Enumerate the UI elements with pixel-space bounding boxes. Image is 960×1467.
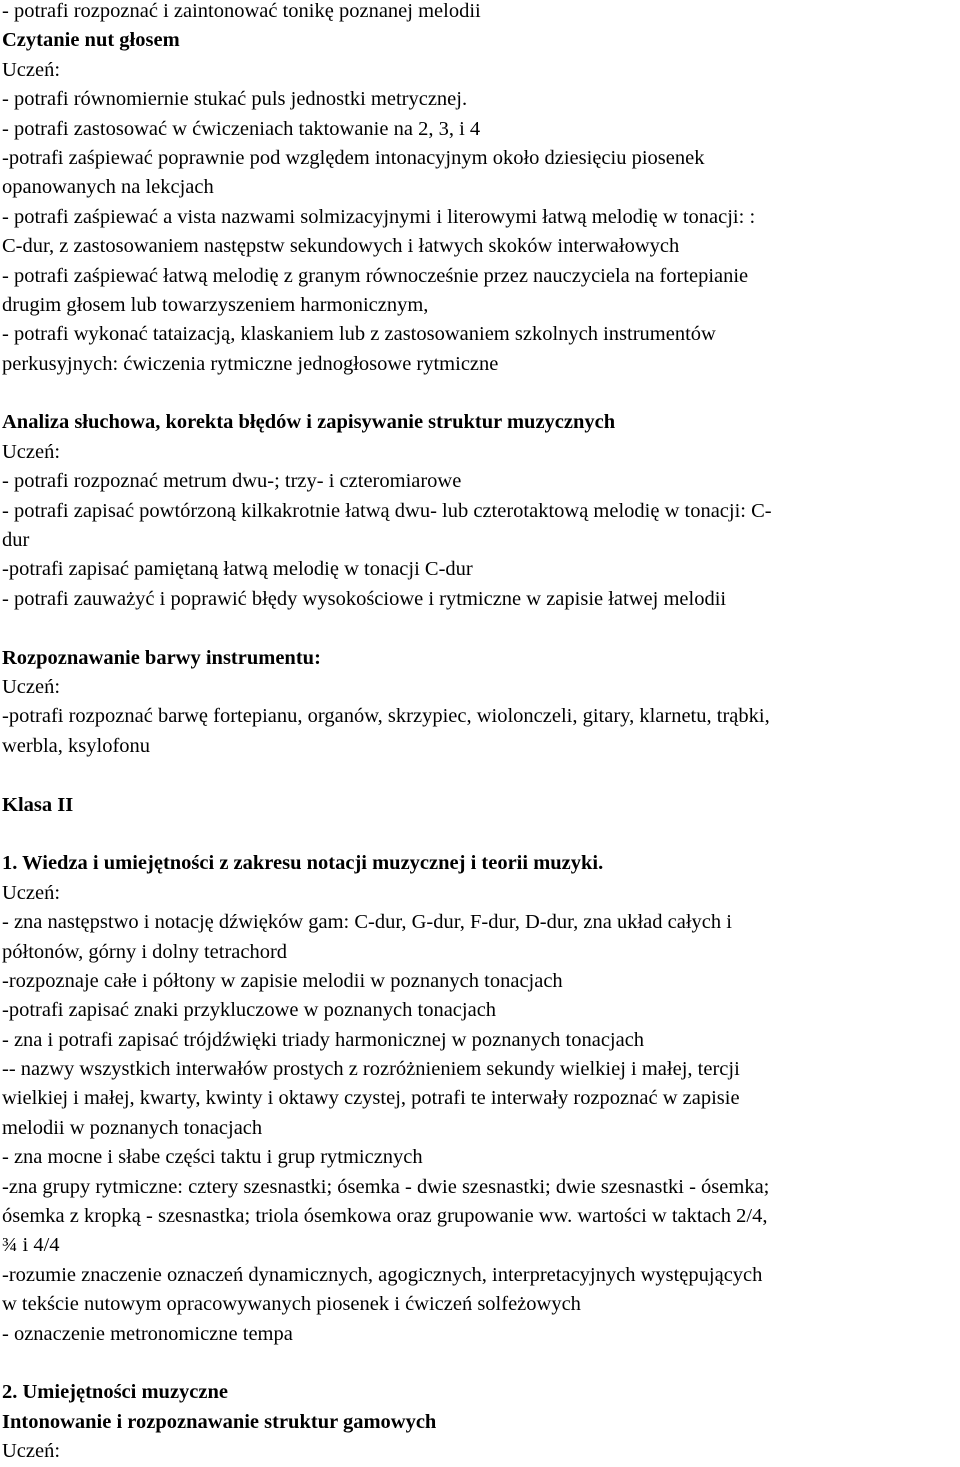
text-line: - potrafi zapisać powtórzoną kilkakrotnie łatwą dwu- lub czterotaktową melodię w tonacji: C- (2, 499, 772, 522)
text-line: półtonów, górny i dolny tetrachord (2, 940, 288, 963)
text-line: C-dur, z zastosowaniem następstw sekundowych i łatwych skoków interwałowych (2, 235, 680, 258)
text-line: -- nazwy wszystkich interwałów prostych z rozróżnieniem sekundy wielkiej i małej, tercji (2, 1058, 740, 1081)
text-line: - zna mocne i słabe części taktu i grup rytmicznych (2, 1146, 423, 1169)
text-line: -potrafi rozpoznać barwę fortepianu, organów, skrzypiec, wiolonczeli, gitary, klarnetu, trąbki, (2, 705, 770, 728)
text-line: melodii w poznanych tonacjach (2, 1116, 263, 1139)
text-line: Uczeń: (2, 440, 61, 463)
text-line: -potrafi zapisać pamiętaną łatwą melodię w tonacji C-dur (2, 558, 473, 581)
text-line: werbla, ksylofonu (2, 734, 151, 757)
text-line: - zna następstwo i notację dźwięków gam: C-dur, G-dur, F-dur, D-dur, zna układ całych i (2, 911, 732, 934)
text-line: w tekście nutowym opracowywanych piosenek i ćwiczeń solfeżowych (2, 1293, 581, 1316)
text-line: - oznaczenie metronomiczne tempa (2, 1322, 293, 1345)
text-line: Uczeń: (2, 881, 61, 904)
text-line: wielkiej i małej, kwarty, kwinty i oktawy czystej, potrafi te interwały rozpoznać w zapisie (2, 1087, 740, 1110)
text-line: - zna i potrafi zapisać trójdźwięki triady harmonicznej w poznanych tonacjach (2, 1028, 645, 1051)
text-line: Uczeń: (2, 1440, 61, 1463)
text-line: ¾ i 4/4 (2, 1234, 60, 1257)
section-heading: Czytanie nut głosem (2, 29, 180, 52)
text-line: perkusyjnych: ćwiczenia rytmiczne jednogłosowe rytmiczne (2, 352, 499, 375)
text-line: -potrafi zapisać znaki przykluczowe w poznanych tonacjach (2, 999, 497, 1022)
text-line: -potrafi zaśpiewać poprawnie pod względem intonacyjnym około dziesięciu piosenek (2, 146, 705, 169)
text-line: - potrafi rozpoznać metrum dwu-; trzy- i czteromiarowe (2, 470, 462, 493)
section-heading: 2. Umiejętności muzyczne (2, 1381, 229, 1404)
text-line: -rozumie znaczenie oznaczeń dynamicznych, agogicznych, interpretacyjnych występujących (2, 1263, 763, 1286)
blank-line (2, 820, 958, 849)
text-line: dur (2, 529, 30, 552)
section-heading: Rozpoznawanie barwy instrumentu: (2, 646, 321, 669)
text-line: - potrafi zaśpiewać łatwą melodię z granym równocześnie przez nauczyciela na fortepianie (2, 264, 749, 287)
section-heading: 1. Wiedza i umiejętności z zakresu notacji muzycznej i teorii muzyki. (2, 852, 604, 875)
section-heading: Intonowanie i rozpoznawanie struktur gamowych (2, 1410, 437, 1433)
section-heading: Analiza słuchowa, korekta błędów i zapisywanie struktur muzycznych (2, 411, 616, 434)
document-page (2, 0, 958, 1467)
text-line: ósemka z kropką - szesnastka; triola ósemkowa oraz grupowanie ww. wartości w taktach 2/4, (2, 1205, 768, 1228)
text-line: drugim głosem lub towarzyszeniem harmonicznym, (2, 293, 429, 316)
text-line: - potrafi zauważyć i poprawić błędy wysokościowe i rytmiczne w zapisie łatwej melodii (2, 587, 727, 610)
blank-line (2, 614, 958, 643)
blank-line (2, 379, 958, 408)
text-line: -rozpoznaje całe i półtony w zapisie melodii w poznanych tonacjach (2, 969, 563, 992)
text-line: Uczeń: (2, 58, 61, 81)
blank-line (2, 1349, 958, 1378)
text-line: - potrafi rozpoznać i zaintonować tonikę poznanej melodii (2, 0, 481, 22)
text-line: Uczeń: (2, 675, 61, 698)
blank-line (2, 761, 958, 790)
text-line: -zna grupy rytmiczne: cztery szesnastki; ósemka - dwie szesnastki; dwie szesnastki - ósemka; (2, 1175, 770, 1198)
text-line: - potrafi zastosować w ćwiczeniach taktowanie na 2, 3, i 4 (2, 117, 481, 140)
text-line: - potrafi zaśpiewać a vista nazwami solmizacyjnymi i literowymi łatwą melodię w tonacji: : (2, 205, 756, 228)
text-line: - potrafi wykonać tataizacją, klaskaniem lub z zastosowaniem szkolnych instrumentów (2, 323, 716, 346)
text-line: - potrafi równomiernie stukać puls jednostki metrycznej. (2, 88, 468, 111)
text-line: opanowanych na lekcjach (2, 176, 214, 199)
section-heading: Klasa II (2, 793, 74, 816)
